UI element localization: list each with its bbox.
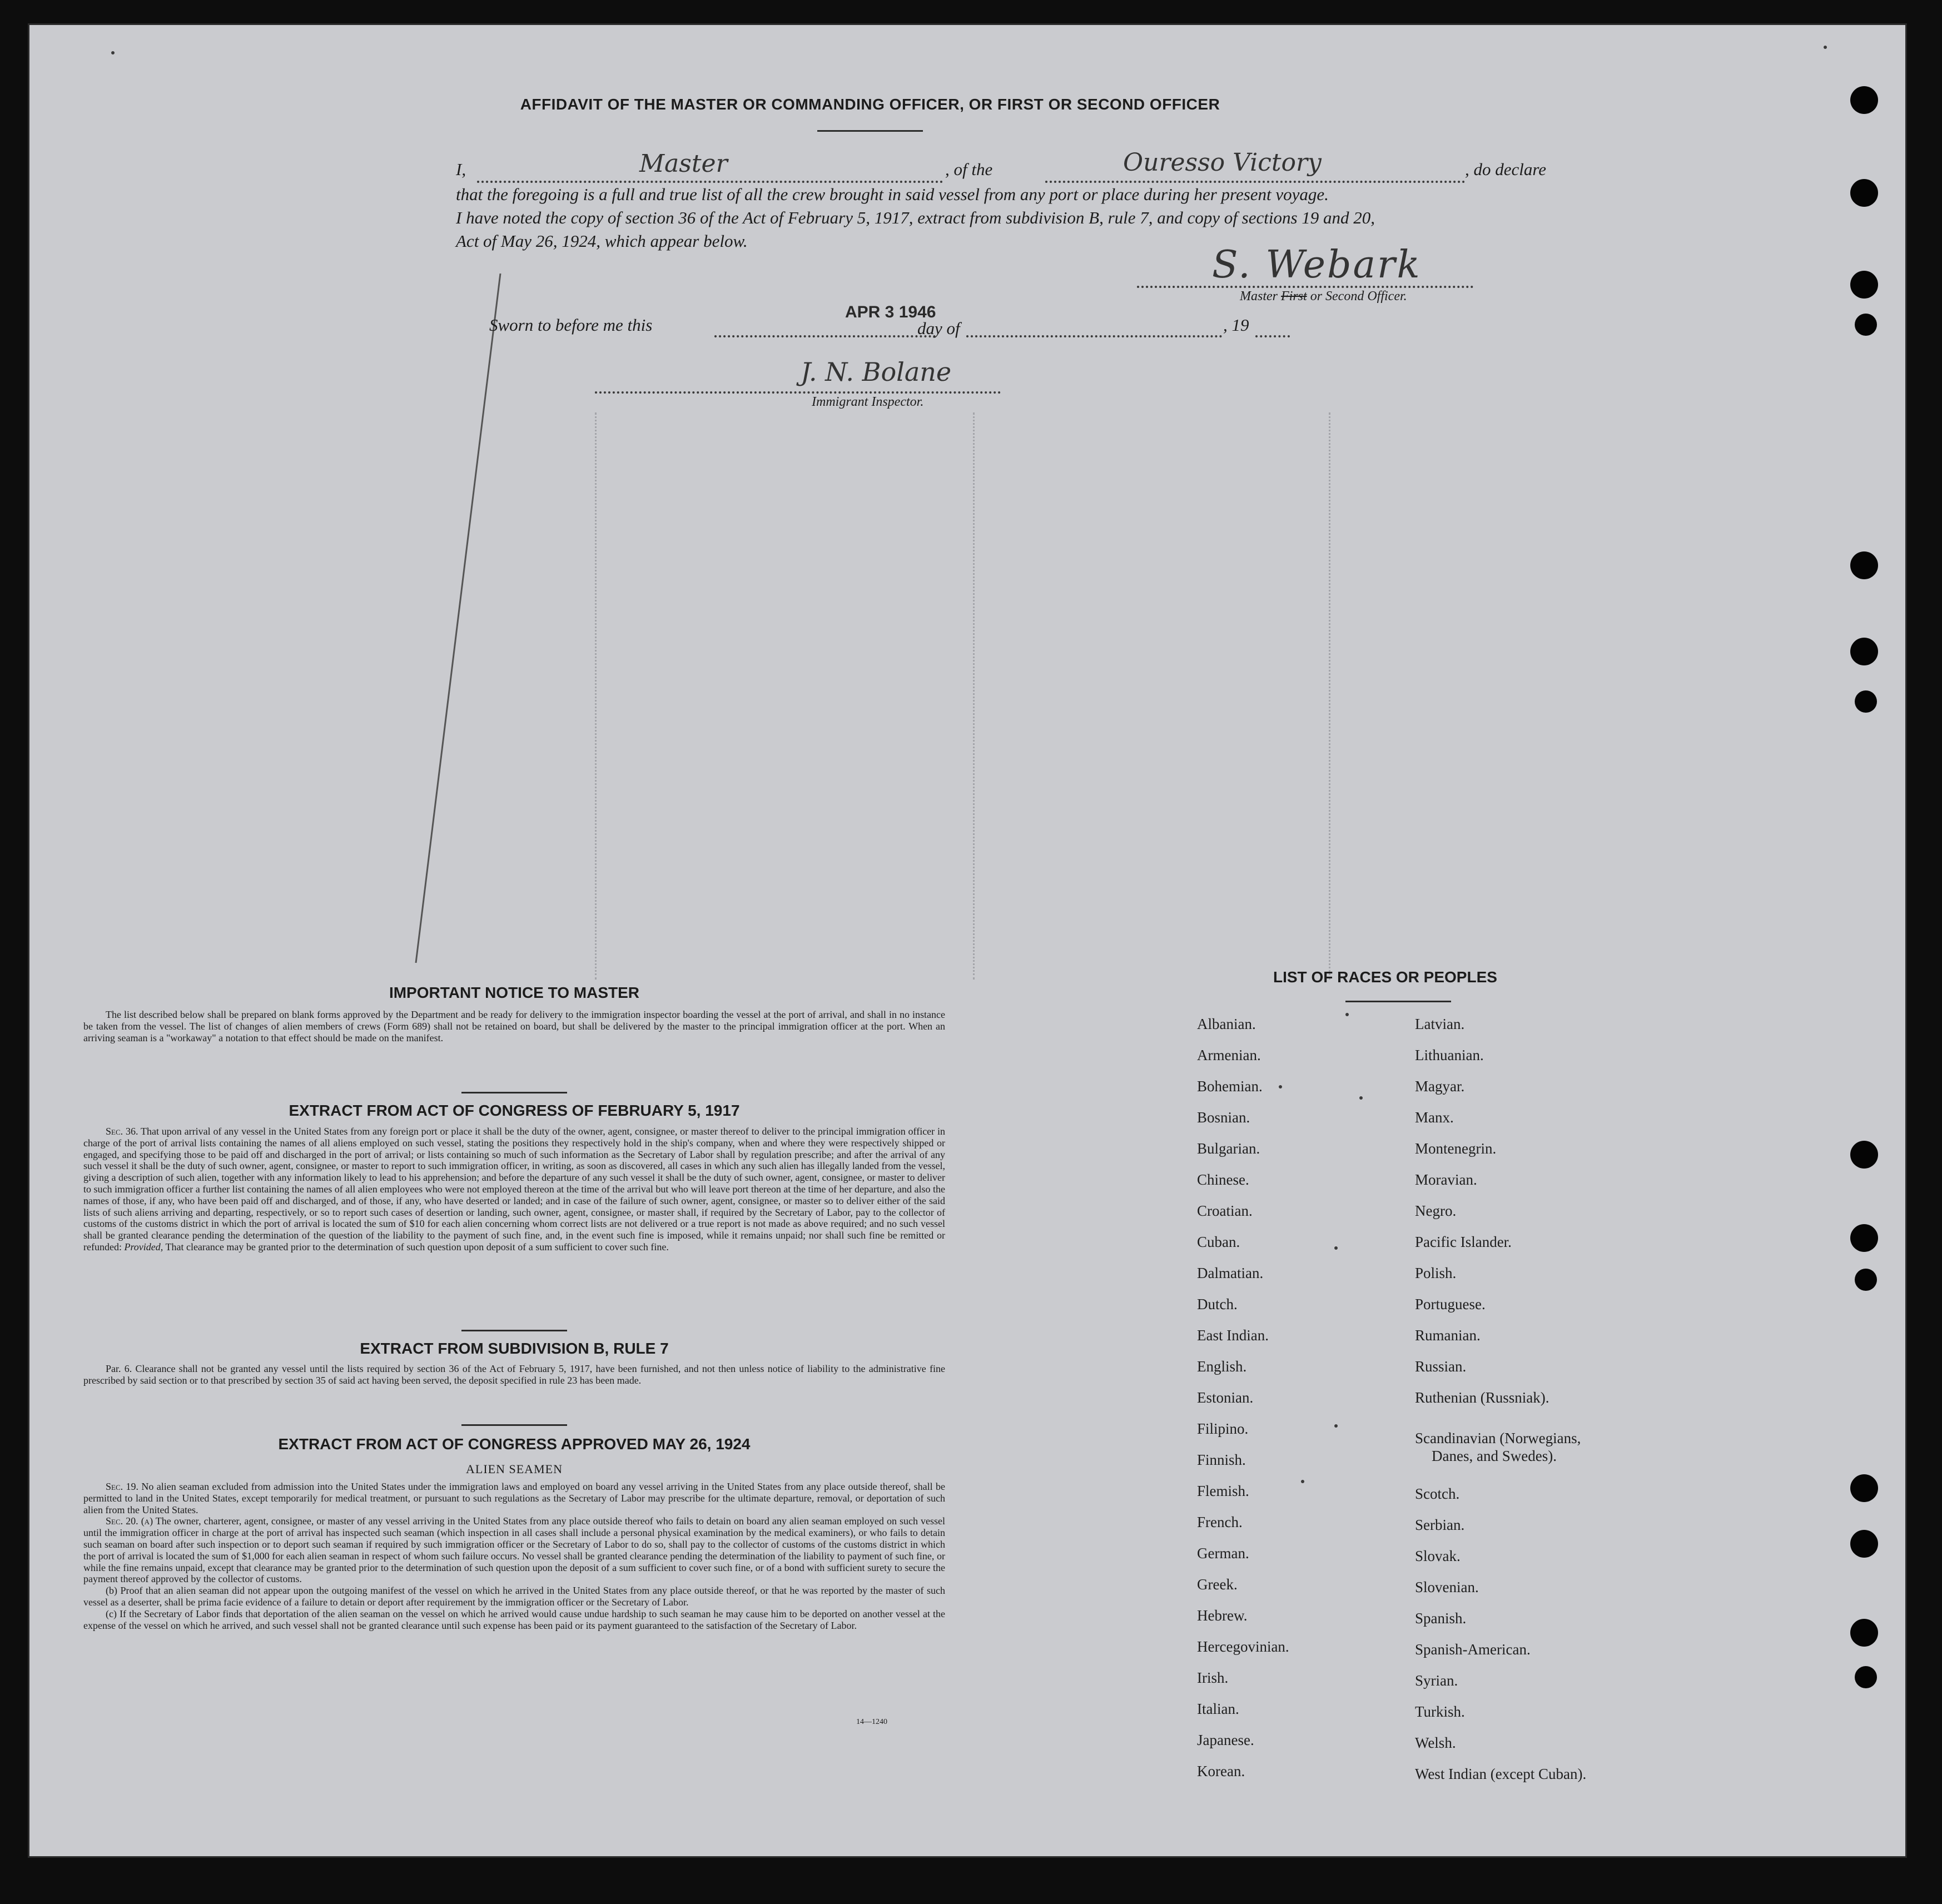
declaration-line-4: Act of May 26, 1924, which appear below. bbox=[456, 231, 748, 251]
form-number: 14—1240 bbox=[856, 1718, 887, 1726]
signature-caption bbox=[1240, 289, 1407, 304]
extract-1924-text bbox=[83, 1481, 945, 1631]
race-item: West Indian (except Cuban). bbox=[1415, 1766, 1587, 1782]
race-item: Flemish. bbox=[1197, 1483, 1249, 1499]
bleed-through-line bbox=[595, 412, 597, 980]
day-of-text: day of bbox=[917, 319, 960, 338]
race-item: Japanese. bbox=[1197, 1732, 1254, 1748]
inspector-caption: Immigrant Inspector. bbox=[812, 395, 924, 409]
binder-hole bbox=[1850, 179, 1878, 207]
sec-36-label: Sec. 36. bbox=[106, 1126, 138, 1137]
race-item: Albanian. bbox=[1197, 1016, 1256, 1032]
sec-20a-paragraph bbox=[83, 1515, 945, 1585]
race-item: Filipino. bbox=[1197, 1420, 1249, 1437]
race-item: Manx. bbox=[1415, 1109, 1454, 1126]
paper-speck bbox=[1334, 1246, 1338, 1250]
vessel-field-handwritten: Ouresso Victory bbox=[1123, 148, 1322, 177]
year-field-line bbox=[1255, 335, 1290, 337]
race-item: Hebrew. bbox=[1197, 1607, 1248, 1624]
races-title: LIST OF RACES OR PEOPLES bbox=[1273, 968, 1497, 986]
race-item: Negro. bbox=[1415, 1202, 1457, 1219]
notice-title: IMPORTANT NOTICE TO MASTER bbox=[389, 984, 640, 1001]
binder-hole bbox=[1850, 86, 1878, 114]
divider bbox=[461, 1424, 567, 1426]
inspector-line bbox=[595, 391, 1001, 394]
divider bbox=[461, 1330, 567, 1331]
race-item: Hercegovinian. bbox=[1197, 1638, 1289, 1655]
sec-36-paragraph bbox=[83, 1126, 945, 1253]
binder-hole bbox=[1850, 1141, 1878, 1169]
race-item: Bulgarian. bbox=[1197, 1140, 1260, 1157]
do-declare-text: , do declare bbox=[1465, 160, 1547, 179]
sec-20a-label: Sec. 20. (a) bbox=[106, 1515, 153, 1527]
race-item: Turkish. bbox=[1415, 1703, 1465, 1720]
race-item: German. bbox=[1197, 1545, 1249, 1562]
year-text: , 19 bbox=[1223, 315, 1249, 335]
race-item: East Indian. bbox=[1197, 1327, 1269, 1344]
race-item: English. bbox=[1197, 1358, 1247, 1375]
sec-20b-body: Proof that an alien seaman did not appear upon the outgoing manifest of the vessel on which he arrived in the United States from any place outside thereof, or that he was reported by the master of such vessel as a deserter, shall be prima facie evidence of a failure to detain or deport after requirement by the immigration officer or the Secretary of Labor. bbox=[83, 1585, 946, 1608]
signature-line bbox=[1137, 286, 1473, 288]
race-item: Syrian. bbox=[1415, 1672, 1458, 1689]
title-underline bbox=[817, 130, 923, 132]
race-item: Montenegrin. bbox=[1415, 1140, 1497, 1157]
binder-hole bbox=[1850, 551, 1878, 579]
sec-20b-label: (b) bbox=[106, 1585, 117, 1597]
race-item: French. bbox=[1197, 1514, 1243, 1530]
sec-20c-body: If the Secretary of Labor finds that deportation of the alien seaman on the vessel on which he arrived would cause undue hardship to such seaman he may cause him to be deported on another vessel at the expense of the vessel on which he arrived, and such vessel shall not be granted clearance until such expense has been paid or its payment guaranteed to the satisfaction of the Secretary of Labor. bbox=[83, 1608, 946, 1631]
provided-label: Provided, bbox=[124, 1241, 163, 1252]
race-item: Spanish-American. bbox=[1415, 1641, 1531, 1658]
binder-hole bbox=[1850, 1224, 1878, 1252]
paper-speck bbox=[1279, 1085, 1282, 1088]
sec-20a-body: The owner, charterer, agent, consignee, or master of any vessel arriving in the United States from any place outside thereof who fails to detain on board any alien seaman employed on such vessel until the immigration officer in charge at the port of arrival has inspected such seaman (which inspection in all cases shall include a personal physical examination by the medical examiners), or who fails to detain such seaman on board after such inspection or to deport such seaman if required by such immigration officer or the Secretary of Labor to do so, shall pay to the collector of customs of the customs district in which the port of arrival is located the sum of $1,000 for each alien seaman in respect of whom such failure occurs. No vessel shall be granted clearance pending the determination of the liability to payment of such fine, or while the fine remains unpaid, except that clearance may be granted prior to the determination of such question upon the deposit of a sum sufficient to cover such fine, or of a bond with sufficient surety to secure the payment thereof approved by the collector of customs. bbox=[83, 1515, 945, 1585]
declaration-line-3: I have noted the copy of section 36 of the Act of February 5, 1917, extract from subdivision B, rule 7, and copy of sections 19 and 20, bbox=[456, 208, 1375, 227]
race-item: Korean. bbox=[1197, 1763, 1245, 1779]
race-item: Moravian. bbox=[1415, 1171, 1477, 1188]
extract-rule7-text bbox=[83, 1363, 945, 1386]
binder-hole bbox=[1855, 1269, 1877, 1291]
race-item: Irish. bbox=[1197, 1669, 1229, 1686]
race-item: Greek. bbox=[1197, 1576, 1238, 1593]
bleed-through-line bbox=[1329, 412, 1330, 980]
race-item: Slovak. bbox=[1415, 1548, 1461, 1564]
race-item: Bosnian. bbox=[1197, 1109, 1250, 1126]
race-item: Finnish. bbox=[1197, 1451, 1246, 1468]
paper-speck bbox=[1334, 1424, 1338, 1428]
vessel-field-line bbox=[1045, 181, 1465, 183]
paper-speck bbox=[1345, 1013, 1349, 1016]
binder-hole bbox=[1850, 1619, 1878, 1647]
binder-hole bbox=[1850, 1474, 1878, 1502]
extract-1917-title: EXTRACT FROM ACT OF CONGRESS OF FEBRUARY 5, 1917 bbox=[289, 1102, 740, 1119]
sec-19-paragraph bbox=[83, 1481, 945, 1515]
of-the-text: , of the bbox=[945, 160, 993, 179]
name-field-line bbox=[477, 181, 943, 183]
sec-20c-paragraph bbox=[83, 1608, 945, 1632]
race-item: Lithuanian. bbox=[1415, 1047, 1484, 1063]
caption-rest: or Second Officer. bbox=[1310, 289, 1407, 304]
inspector-signature: J. N. Bolane bbox=[801, 357, 952, 387]
paper-speck bbox=[1824, 46, 1827, 49]
declaration-line-1 bbox=[456, 148, 1762, 187]
binder-hole bbox=[1855, 314, 1877, 336]
race-item: Magyar. bbox=[1415, 1078, 1465, 1095]
race-item: Scotch. bbox=[1415, 1485, 1460, 1502]
caption-struck: First bbox=[1281, 289, 1307, 304]
race-item: Chinese. bbox=[1197, 1171, 1249, 1188]
race-item: Estonian. bbox=[1197, 1389, 1254, 1406]
race-item: Dutch. bbox=[1197, 1296, 1238, 1313]
pen-stroke bbox=[411, 274, 511, 996]
race-item: Rumanian. bbox=[1415, 1327, 1481, 1344]
par-6-paragraph: Par. 6. Clearance shall not be granted any vessel until the lists required by section 36 of the Act of February 5, 1917, have been furnished, and not then unless notice of liability to the administrative fine prescribed by said section or to that prescribed by section 35 of said act having been served, the deposit specified in rule 23 has been made. bbox=[83, 1363, 945, 1386]
notice-text bbox=[83, 1009, 945, 1043]
race-item: Polish. bbox=[1415, 1265, 1457, 1281]
pronoun-text: I, bbox=[456, 160, 466, 179]
provided-body: That clearance may be granted prior to the determination of such question upon deposit of a sum sufficient to cover such fine. bbox=[165, 1241, 669, 1252]
race-item: Latvian. bbox=[1415, 1016, 1465, 1032]
binder-hole bbox=[1850, 1530, 1878, 1558]
day-field-line bbox=[714, 335, 936, 337]
race-item: Spanish. bbox=[1415, 1610, 1467, 1627]
extract-1924-subtitle: ALIEN SEAMEN bbox=[466, 1462, 563, 1476]
binder-hole bbox=[1850, 271, 1878, 299]
affidavit-title: AFFIDAVIT OF THE MASTER OR COMMANDING OFFICER, OR FIRST OR SECOND OFFICER bbox=[520, 96, 1220, 113]
divider bbox=[461, 1092, 567, 1093]
race-item: Welsh. bbox=[1415, 1734, 1456, 1751]
extract-rule7-title: EXTRACT FROM SUBDIVISION B, RULE 7 bbox=[360, 1340, 669, 1357]
sworn-text: Sworn to before me this bbox=[489, 315, 653, 335]
race-item: Armenian. bbox=[1197, 1047, 1261, 1063]
sec-20b-paragraph bbox=[83, 1585, 945, 1608]
bleed-through-line bbox=[973, 412, 975, 980]
extract-1924-title: EXTRACT FROM ACT OF CONGRESS APPROVED MAY 26, 1924 bbox=[278, 1435, 751, 1453]
race-item: Cuban. bbox=[1197, 1234, 1240, 1250]
caption-master: Master bbox=[1240, 289, 1278, 304]
divider bbox=[1345, 1001, 1451, 1002]
paper-speck bbox=[1359, 1096, 1363, 1100]
race-item: Serbian. bbox=[1415, 1517, 1465, 1533]
extract-1917-text bbox=[83, 1126, 945, 1253]
sworn-line bbox=[489, 303, 1295, 343]
race-item: Russian. bbox=[1415, 1358, 1467, 1375]
declaration-line-2: that the foregoing is a full and true list of all the crew brought in said vessel from any port or place during her present voyage. bbox=[456, 185, 1329, 204]
sec-19-body: No alien seaman excluded from admission into the United States under the immigration laws and employed on board any vessel arriving in the United States from any place outside thereof, shall be permitted to land in the United States, except temporarily for medical treatment, or pursuant to such regulations as the Secretary of Labor may prescribe for the ultimate departure, removal, or deportation of such alien from the United States. bbox=[83, 1481, 946, 1515]
race-item: Slovenian. bbox=[1415, 1579, 1479, 1595]
race-item: Ruthenian (Russniak). bbox=[1415, 1389, 1549, 1406]
month-field-line bbox=[966, 335, 1222, 337]
binder-hole bbox=[1855, 1666, 1877, 1688]
notice-paragraph: The list described below shall be prepared on blank forms approved by the Department and be ready for delivery to the immigration inspector boarding the vessel at the port of arrival, and shall in no instance be taken from the vessel. The list of changes of alien members of crews (Form 689) shall not be retained on board, but shall be delivered by the master to the principal immigration officer at the port. When an arriving seaman is a "workaway" a notation to that effect should be made on the manifest. bbox=[83, 1009, 945, 1043]
name-field-handwritten: Master bbox=[639, 150, 728, 178]
race-item: Scandinavian (Norwegians, bbox=[1415, 1430, 1581, 1446]
date-stamp: APR 3 1946 bbox=[845, 303, 936, 321]
document-sheet bbox=[28, 23, 1907, 1858]
paper-speck bbox=[111, 51, 115, 54]
race-item: Danes, and Swedes). bbox=[1432, 1448, 1557, 1464]
binder-hole bbox=[1855, 690, 1877, 713]
sec-19-label: Sec. 19. bbox=[106, 1481, 138, 1492]
race-item: Bohemian. bbox=[1197, 1078, 1263, 1095]
race-item: Dalmatian. bbox=[1197, 1265, 1264, 1281]
race-item: Croatian. bbox=[1197, 1202, 1253, 1219]
paper-speck bbox=[1301, 1480, 1304, 1483]
race-item: Italian. bbox=[1197, 1701, 1239, 1717]
sec-20c-label: (c) bbox=[106, 1608, 117, 1619]
master-signature: S. Webark bbox=[1212, 243, 1422, 287]
race-item: Pacific Islander. bbox=[1415, 1234, 1512, 1250]
sec-36-body: That upon arrival of any vessel in the United States from any foreign port or place it shall be the duty of the owner, agent, consignee, or master thereof to deliver to the principal immigration officer in charge of the port of arrival lists containing the names of all aliens employed on such vessel, stating the positions they respectively hold in the ship's company, when and where they were respectively shipped or engaged, and specifying those to be paid off and discharged in the port of arrival; or lists containing so much of such information as the Secretary of Labor shall by regulation prescribe; and after the arrival of any such vessel it shall be the duty of such owner, agent, consignee, or master to report to such immigration officer, in writing, as soon as discovered, all cases in which any such alien has illegally landed from the vessel, giving a description of such alien, together with any information likely to lead to his apprehension; and before the departure of any such vessel it shall be the duty of such owner, agent, consignee, or master to deliver to such immigration officer a further list containing the names of all alien employees who were not employed thereon at the time of the arrival but who will leave port thereon at the time of her departure, and also the names of those, if any, who have been paid off and discharged, and of those, if any, who have deserted or landed; and in case of the failure of such owner, agent, consignee, or master so to deliver either of the said lists of such aliens arriving and departing, respectively, or so to report such cases of desertion or landing, such owner, agent, consignee, or master shall, if required by the Secretary of Labor, pay to the collector of customs of the customs district in which the port of arrival is located the sum of $10 for each alien concerning whom correct lists are not delivered or a true report is not made as above required; and no such vessel shall be granted clearance pending the determination of the question of the liability to the payment of such fine, and, in the event such fine is imposed, while it remains unpaid; nor shall such fine be remitted or refunded: bbox=[83, 1126, 945, 1252]
race-item: Portuguese. bbox=[1415, 1296, 1486, 1313]
binder-hole bbox=[1850, 638, 1878, 665]
